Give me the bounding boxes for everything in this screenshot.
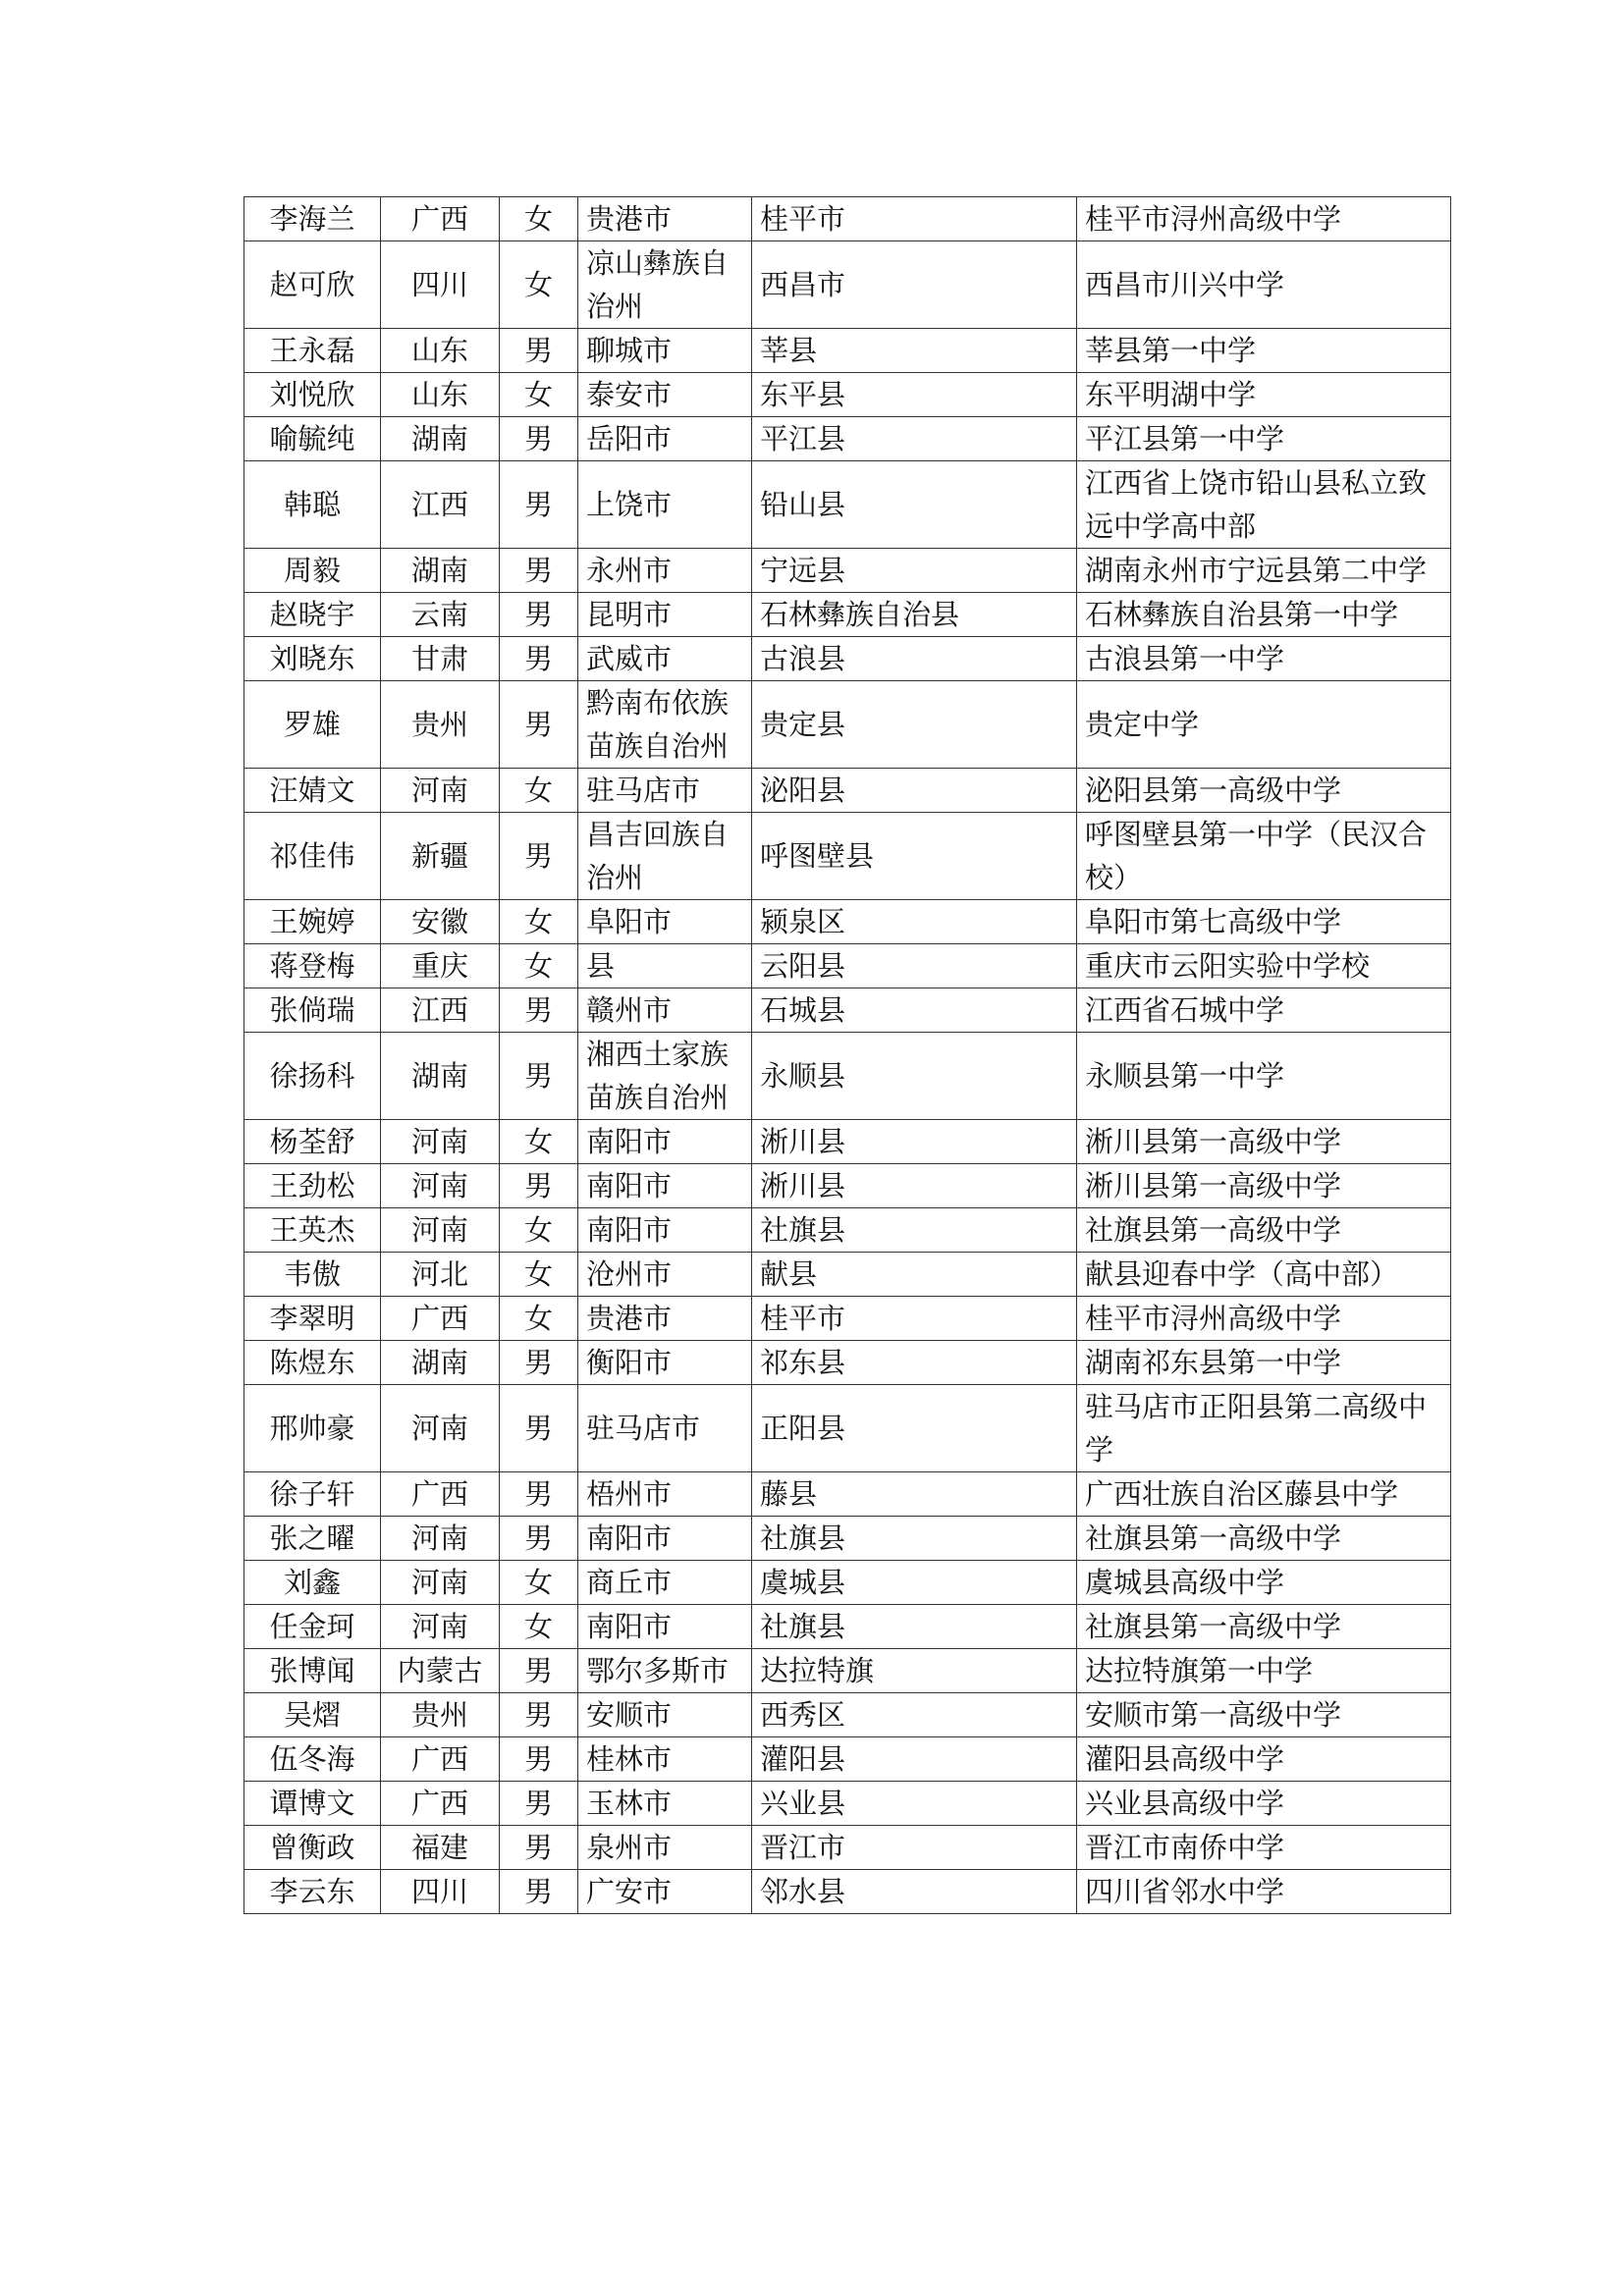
school-cell: 虞城县高级中学 — [1077, 1561, 1451, 1605]
student-name-cell: 韦傲 — [244, 1253, 381, 1297]
student-name-cell: 吴熠 — [244, 1693, 381, 1737]
school-cell: 泌阳县第一高级中学 — [1077, 769, 1451, 813]
province-cell: 广西 — [381, 1472, 500, 1517]
gender-cell: 男 — [500, 1517, 578, 1561]
student-name-cell: 周毅 — [244, 549, 381, 593]
gender-cell: 女 — [500, 241, 578, 329]
gender-cell: 男 — [500, 461, 578, 549]
province-cell: 河南 — [381, 1120, 500, 1164]
county-cell: 虞城县 — [752, 1561, 1077, 1605]
province-cell: 河南 — [381, 1605, 500, 1649]
student-name-cell: 赵可欣 — [244, 241, 381, 329]
county-cell: 祁东县 — [752, 1341, 1077, 1385]
school-cell: 平江县第一中学 — [1077, 417, 1451, 461]
school-cell: 灌阳县高级中学 — [1077, 1737, 1451, 1782]
student-name-cell: 伍冬海 — [244, 1737, 381, 1782]
city-cell: 昆明市 — [578, 593, 752, 637]
city-cell: 武威市 — [578, 637, 752, 681]
city-cell: 凉山彝族自治州 — [578, 241, 752, 329]
table-row — [244, 1341, 1451, 1385]
province-cell: 贵州 — [381, 681, 500, 769]
gender-cell: 男 — [500, 1385, 578, 1472]
province-cell: 贵州 — [381, 1693, 500, 1737]
province-cell: 甘肃 — [381, 637, 500, 681]
table-row — [244, 637, 1451, 681]
gender-cell: 女 — [500, 373, 578, 417]
school-cell: 社旗县第一高级中学 — [1077, 1517, 1451, 1561]
student-name-cell: 王劲松 — [244, 1164, 381, 1208]
county-cell: 宁远县 — [752, 549, 1077, 593]
city-cell: 沧州市 — [578, 1253, 752, 1297]
county-cell: 永顺县 — [752, 1033, 1077, 1120]
gender-cell: 男 — [500, 1782, 578, 1826]
gender-cell: 男 — [500, 329, 578, 373]
student-name-cell: 汪婧文 — [244, 769, 381, 813]
table-row — [244, 1297, 1451, 1341]
city-cell: 驻马店市 — [578, 769, 752, 813]
school-cell: 广西壮族自治区藤县中学 — [1077, 1472, 1451, 1517]
student-name-cell: 罗雄 — [244, 681, 381, 769]
table-row — [244, 593, 1451, 637]
table-row — [244, 417, 1451, 461]
county-cell: 西秀区 — [752, 1693, 1077, 1737]
table-row — [244, 1693, 1451, 1737]
city-cell: 贵港市 — [578, 1297, 752, 1341]
gender-cell: 男 — [500, 681, 578, 769]
table-row — [244, 1649, 1451, 1693]
student-name-cell: 谭博文 — [244, 1782, 381, 1826]
gender-cell: 男 — [500, 1472, 578, 1517]
province-cell: 山东 — [381, 373, 500, 417]
school-cell: 献县迎春中学（高中部） — [1077, 1253, 1451, 1297]
province-cell: 四川 — [381, 1870, 500, 1914]
city-cell: 岳阳市 — [578, 417, 752, 461]
city-cell: 黔南布依族苗族自治州 — [578, 681, 752, 769]
school-cell: 古浪县第一中学 — [1077, 637, 1451, 681]
province-cell: 湖南 — [381, 549, 500, 593]
city-cell: 梧州市 — [578, 1472, 752, 1517]
province-cell: 福建 — [381, 1826, 500, 1870]
city-cell: 泰安市 — [578, 373, 752, 417]
city-cell: 阜阳市 — [578, 900, 752, 944]
province-cell: 湖南 — [381, 1033, 500, 1120]
gender-cell: 女 — [500, 769, 578, 813]
school-cell: 江西省石城中学 — [1077, 988, 1451, 1033]
table-row — [244, 329, 1451, 373]
student-name-cell: 蒋登梅 — [244, 944, 381, 988]
table-row — [244, 1737, 1451, 1782]
school-cell: 贵定中学 — [1077, 681, 1451, 769]
province-cell: 重庆 — [381, 944, 500, 988]
province-cell: 新疆 — [381, 813, 500, 900]
province-cell: 河南 — [381, 769, 500, 813]
table-row — [244, 197, 1451, 241]
gender-cell: 男 — [500, 1826, 578, 1870]
province-cell: 河北 — [381, 1253, 500, 1297]
table-row — [244, 549, 1451, 593]
province-cell: 河南 — [381, 1517, 500, 1561]
table-row — [244, 373, 1451, 417]
student-name-cell: 王永磊 — [244, 329, 381, 373]
county-cell: 呼图壁县 — [752, 813, 1077, 900]
student-name-cell: 李海兰 — [244, 197, 381, 241]
gender-cell: 男 — [500, 549, 578, 593]
school-cell: 社旗县第一高级中学 — [1077, 1208, 1451, 1253]
city-cell: 县 — [578, 944, 752, 988]
city-cell: 赣州市 — [578, 988, 752, 1033]
province-cell: 河南 — [381, 1164, 500, 1208]
province-cell: 云南 — [381, 593, 500, 637]
county-cell: 社旗县 — [752, 1517, 1077, 1561]
table-row — [244, 769, 1451, 813]
county-cell: 邻水县 — [752, 1870, 1077, 1914]
school-cell: 桂平市浔州高级中学 — [1077, 197, 1451, 241]
province-cell: 湖南 — [381, 1341, 500, 1385]
province-cell: 安徽 — [381, 900, 500, 944]
county-cell: 石林彝族自治县 — [752, 593, 1077, 637]
school-cell: 驻马店市正阳县第二高级中学 — [1077, 1385, 1451, 1472]
student-name-cell: 喻毓纯 — [244, 417, 381, 461]
city-cell: 衡阳市 — [578, 1341, 752, 1385]
province-cell: 广西 — [381, 1737, 500, 1782]
table-row — [244, 1472, 1451, 1517]
province-cell: 河南 — [381, 1385, 500, 1472]
county-cell: 灌阳县 — [752, 1737, 1077, 1782]
table-row — [244, 681, 1451, 769]
student-name-cell: 张倘瑞 — [244, 988, 381, 1033]
school-cell: 石林彝族自治县第一中学 — [1077, 593, 1451, 637]
student-name-cell: 赵晓宇 — [244, 593, 381, 637]
table-row — [244, 1033, 1451, 1120]
province-cell: 河南 — [381, 1208, 500, 1253]
city-cell: 鄂尔多斯市 — [578, 1649, 752, 1693]
gender-cell: 男 — [500, 1164, 578, 1208]
table-row — [244, 1253, 1451, 1297]
gender-cell: 女 — [500, 1253, 578, 1297]
county-cell: 古浪县 — [752, 637, 1077, 681]
school-cell: 湖南祁东县第一中学 — [1077, 1341, 1451, 1385]
school-cell: 桂平市浔州高级中学 — [1077, 1297, 1451, 1341]
table-row — [244, 944, 1451, 988]
gender-cell: 男 — [500, 1737, 578, 1782]
student-name-cell: 韩聪 — [244, 461, 381, 549]
province-cell: 湖南 — [381, 417, 500, 461]
province-cell: 广西 — [381, 197, 500, 241]
county-cell: 莘县 — [752, 329, 1077, 373]
student-name-cell: 张之曜 — [244, 1517, 381, 1561]
school-cell: 四川省邻水中学 — [1077, 1870, 1451, 1914]
county-cell: 晋江市 — [752, 1826, 1077, 1870]
school-cell: 莘县第一中学 — [1077, 329, 1451, 373]
table-row — [244, 1605, 1451, 1649]
school-cell: 湖南永州市宁远县第二中学 — [1077, 549, 1451, 593]
student-name-cell: 陈煜东 — [244, 1341, 381, 1385]
county-cell: 西昌市 — [752, 241, 1077, 329]
city-cell: 广安市 — [578, 1870, 752, 1914]
gender-cell: 女 — [500, 1297, 578, 1341]
gender-cell: 女 — [500, 1605, 578, 1649]
city-cell: 南阳市 — [578, 1517, 752, 1561]
school-cell: 兴业县高级中学 — [1077, 1782, 1451, 1826]
province-cell: 河南 — [381, 1561, 500, 1605]
school-cell: 江西省上饶市铅山县私立致远中学高中部 — [1077, 461, 1451, 549]
table-row — [244, 813, 1451, 900]
province-cell: 江西 — [381, 461, 500, 549]
student-name-cell: 杨荃舒 — [244, 1120, 381, 1164]
county-cell: 达拉特旗 — [752, 1649, 1077, 1693]
school-cell: 达拉特旗第一中学 — [1077, 1649, 1451, 1693]
county-cell: 桂平市 — [752, 1297, 1077, 1341]
city-cell: 永州市 — [578, 549, 752, 593]
school-cell: 重庆市云阳实验中学校 — [1077, 944, 1451, 988]
county-cell: 桂平市 — [752, 197, 1077, 241]
student-name-cell: 曾衡政 — [244, 1826, 381, 1870]
gender-cell: 男 — [500, 593, 578, 637]
table-row — [244, 1782, 1451, 1826]
gender-cell: 女 — [500, 1120, 578, 1164]
student-name-cell: 邢帅豪 — [244, 1385, 381, 1472]
table-row — [244, 988, 1451, 1033]
county-cell: 淅川县 — [752, 1164, 1077, 1208]
county-cell: 云阳县 — [752, 944, 1077, 988]
gender-cell: 女 — [500, 1561, 578, 1605]
gender-cell: 男 — [500, 1341, 578, 1385]
student-name-cell: 李翠明 — [244, 1297, 381, 1341]
table-row — [244, 1826, 1451, 1870]
province-cell: 四川 — [381, 241, 500, 329]
school-cell: 社旗县第一高级中学 — [1077, 1605, 1451, 1649]
table-row — [244, 241, 1451, 329]
gender-cell: 男 — [500, 1870, 578, 1914]
student-name-cell: 刘鑫 — [244, 1561, 381, 1605]
roster-body — [244, 197, 1451, 1914]
city-cell: 安顺市 — [578, 1693, 752, 1737]
table-row — [244, 1385, 1451, 1472]
city-cell: 玉林市 — [578, 1782, 752, 1826]
gender-cell: 男 — [500, 988, 578, 1033]
student-name-cell: 徐扬科 — [244, 1033, 381, 1120]
county-cell: 正阳县 — [752, 1385, 1077, 1472]
student-name-cell: 刘悦欣 — [244, 373, 381, 417]
county-cell: 社旗县 — [752, 1208, 1077, 1253]
city-cell: 南阳市 — [578, 1605, 752, 1649]
city-cell: 南阳市 — [578, 1208, 752, 1253]
gender-cell: 男 — [500, 1649, 578, 1693]
county-cell: 石城县 — [752, 988, 1077, 1033]
gender-cell: 女 — [500, 197, 578, 241]
province-cell: 广西 — [381, 1297, 500, 1341]
city-cell: 商丘市 — [578, 1561, 752, 1605]
table-row — [244, 1561, 1451, 1605]
county-cell: 献县 — [752, 1253, 1077, 1297]
gender-cell: 女 — [500, 1208, 578, 1253]
county-cell: 平江县 — [752, 417, 1077, 461]
school-cell: 晋江市南侨中学 — [1077, 1826, 1451, 1870]
student-roster-table — [244, 196, 1451, 1914]
city-cell: 贵港市 — [578, 197, 752, 241]
county-cell: 泌阳县 — [752, 769, 1077, 813]
province-cell: 山东 — [381, 329, 500, 373]
gender-cell: 男 — [500, 813, 578, 900]
province-cell: 江西 — [381, 988, 500, 1033]
city-cell: 聊城市 — [578, 329, 752, 373]
table-row — [244, 1870, 1451, 1914]
table-row — [244, 461, 1451, 549]
city-cell: 桂林市 — [578, 1737, 752, 1782]
student-name-cell: 张博闻 — [244, 1649, 381, 1693]
county-cell: 东平县 — [752, 373, 1077, 417]
gender-cell: 女 — [500, 900, 578, 944]
student-name-cell: 任金珂 — [244, 1605, 381, 1649]
table-row — [244, 900, 1451, 944]
table-row — [244, 1208, 1451, 1253]
county-cell: 社旗县 — [752, 1605, 1077, 1649]
city-cell: 湘西土家族苗族自治州 — [578, 1033, 752, 1120]
table-row — [244, 1517, 1451, 1561]
gender-cell: 女 — [500, 944, 578, 988]
county-cell: 颍泉区 — [752, 900, 1077, 944]
county-cell: 兴业县 — [752, 1782, 1077, 1826]
school-cell: 东平明湖中学 — [1077, 373, 1451, 417]
city-cell: 上饶市 — [578, 461, 752, 549]
student-name-cell: 王英杰 — [244, 1208, 381, 1253]
school-cell: 淅川县第一高级中学 — [1077, 1120, 1451, 1164]
student-name-cell: 王婉婷 — [244, 900, 381, 944]
school-cell: 安顺市第一高级中学 — [1077, 1693, 1451, 1737]
school-cell: 呼图壁县第一中学（民汉合校） — [1077, 813, 1451, 900]
school-cell: 阜阳市第七高级中学 — [1077, 900, 1451, 944]
city-cell: 南阳市 — [578, 1164, 752, 1208]
student-name-cell: 祁佳伟 — [244, 813, 381, 900]
province-cell: 广西 — [381, 1782, 500, 1826]
student-name-cell: 徐子轩 — [244, 1472, 381, 1517]
student-name-cell: 刘晓东 — [244, 637, 381, 681]
city-cell: 泉州市 — [578, 1826, 752, 1870]
province-cell: 内蒙古 — [381, 1649, 500, 1693]
school-cell: 西昌市川兴中学 — [1077, 241, 1451, 329]
city-cell: 南阳市 — [578, 1120, 752, 1164]
county-cell: 藤县 — [752, 1472, 1077, 1517]
student-name-cell: 李云东 — [244, 1870, 381, 1914]
city-cell: 驻马店市 — [578, 1385, 752, 1472]
gender-cell: 男 — [500, 1033, 578, 1120]
table-row — [244, 1120, 1451, 1164]
gender-cell: 男 — [500, 637, 578, 681]
county-cell: 铅山县 — [752, 461, 1077, 549]
county-cell: 贵定县 — [752, 681, 1077, 769]
school-cell: 淅川县第一高级中学 — [1077, 1164, 1451, 1208]
gender-cell: 男 — [500, 417, 578, 461]
city-cell: 昌吉回族自治州 — [578, 813, 752, 900]
school-cell: 永顺县第一中学 — [1077, 1033, 1451, 1120]
table-row — [244, 1164, 1451, 1208]
gender-cell: 男 — [500, 1693, 578, 1737]
county-cell: 淅川县 — [752, 1120, 1077, 1164]
